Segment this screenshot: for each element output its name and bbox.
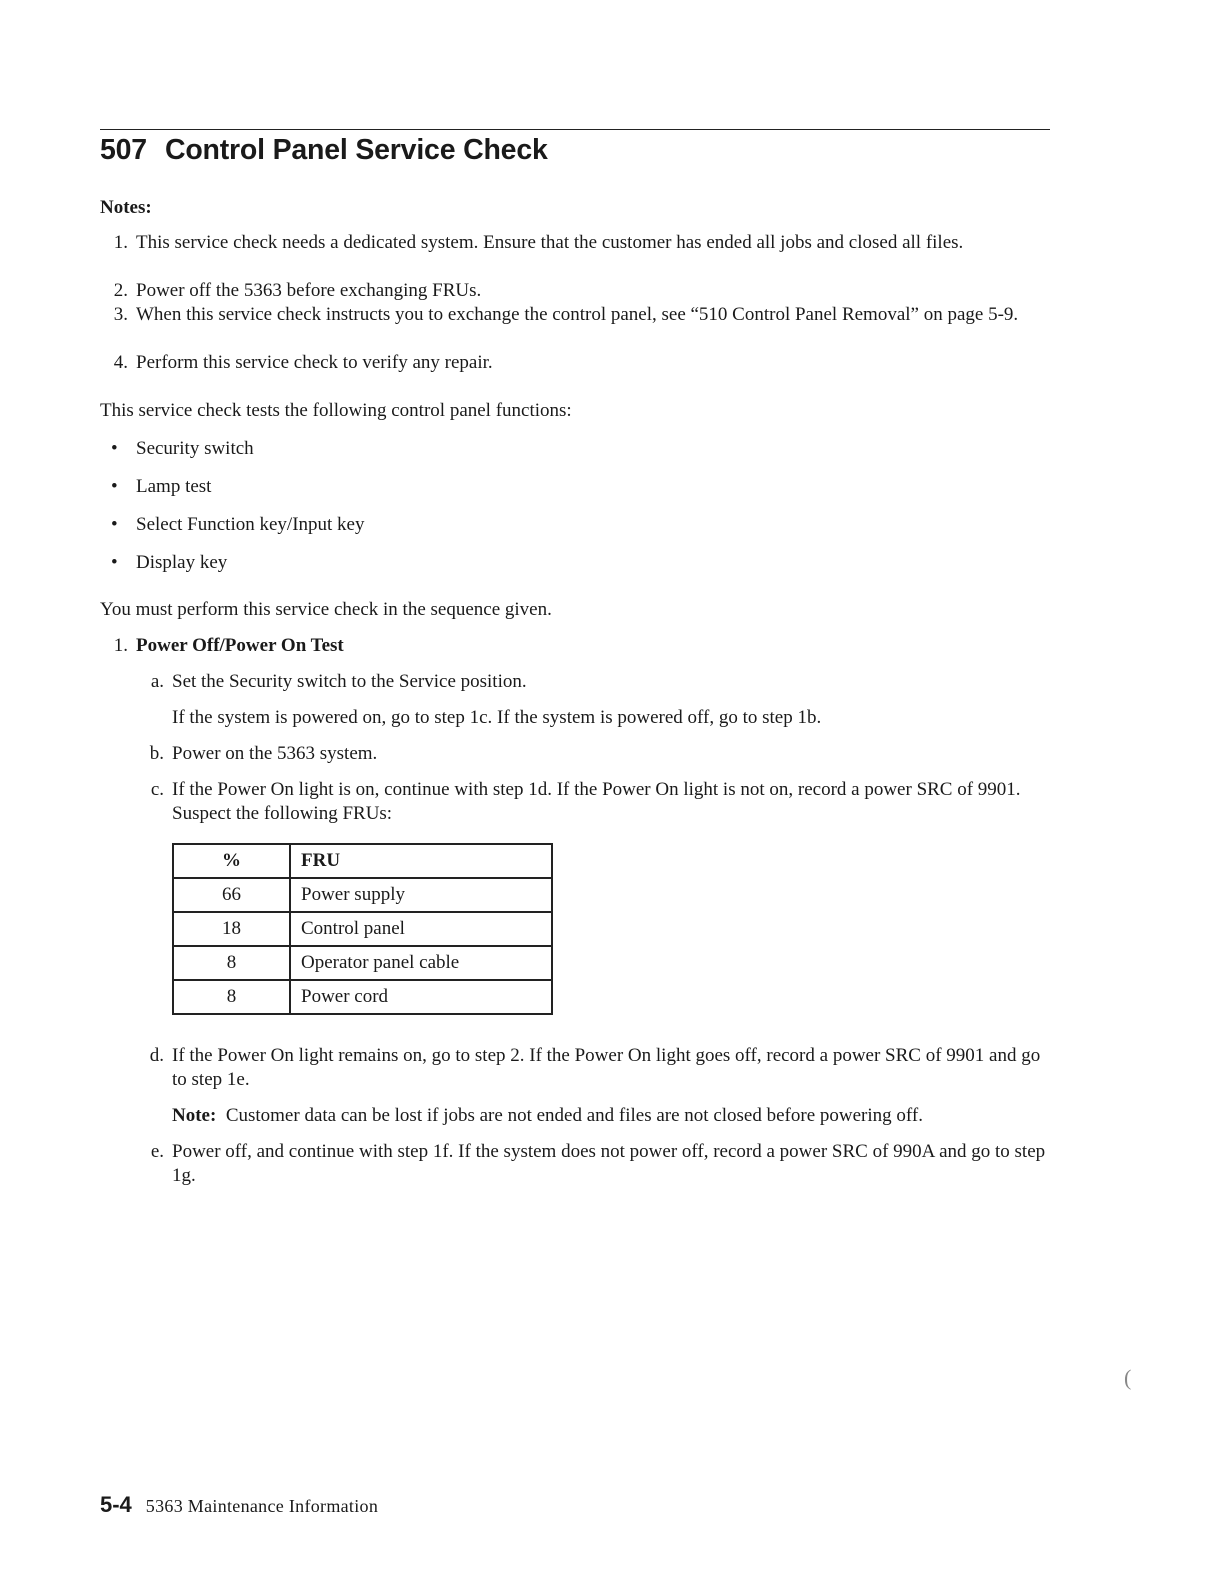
step-number: 1.: [113, 635, 128, 656]
fru-table: [172, 843, 553, 1015]
table-row: [173, 878, 552, 912]
step-title: Power Off/Power On Test: [136, 635, 344, 656]
note-text: This service check needs a dedicated system. Ensure that the customer has ended all jobs and closed all files.: [136, 232, 964, 253]
section-heading: [100, 131, 548, 169]
bullet-icon: •: [111, 514, 118, 535]
note-item-1: [100, 231, 1050, 255]
substep-marker: b.: [149, 743, 164, 764]
note-item-2: [100, 279, 1050, 303]
caution-note-label: Note:: [172, 1105, 217, 1126]
substep-marker: c.: [150, 779, 164, 800]
function-label: Select Function key/Input key: [136, 514, 365, 535]
substep-marker: a.: [150, 671, 164, 692]
caution-note: [140, 1104, 1050, 1128]
table-row: [173, 912, 552, 946]
function-label: Display key: [136, 552, 228, 573]
fru-percent: 8: [173, 946, 290, 980]
table-row: [173, 980, 552, 1014]
substep-text: If the Power On light is on, continue with step 1d. If the Power On light is not on, record a power SRC of 9901. Suspect the following FRUs:: [172, 779, 1021, 824]
function-item: [100, 551, 227, 575]
table-header-row: [173, 844, 552, 878]
step-1b: [140, 742, 1050, 766]
substep-text: If the Power On light remains on, go to step 2. If the Power On light goes off, record a power SRC of 9901 and go to step 1e.: [172, 1045, 1041, 1090]
table-header-fru: FRU: [290, 844, 552, 878]
note-item-4: [100, 351, 1050, 375]
caution-note-body: [172, 1104, 1050, 1128]
substep-marker: e.: [150, 1141, 164, 1162]
function-item: [100, 437, 254, 461]
note-number: 3.: [113, 304, 128, 325]
note-number: 2.: [113, 280, 128, 301]
function-label: Security switch: [136, 438, 254, 459]
step-1a-followup: [140, 706, 1050, 730]
step-1e: [140, 1140, 1050, 1188]
fru-percent: 66: [173, 878, 290, 912]
margin-bracket-mark: (: [1124, 1365, 1132, 1390]
caution-note-text: Customer data can be lost if jobs are not ended and files are not closed before powering off.: [225, 1105, 923, 1126]
bullet-icon: •: [111, 552, 118, 573]
substep-text: Power off, and continue with step 1f. If the system does not power off, record a power SRC of 990A and go to step 1g.: [172, 1141, 1046, 1186]
note-text: When this service check instructs you to exchange the control panel, see “510 Control Panel Removal” on page 5-9.: [136, 304, 1019, 325]
page-footer: [100, 1493, 378, 1519]
substep-marker: d.: [149, 1045, 164, 1066]
bullet-icon: •: [111, 438, 118, 459]
table-header-percent: %: [173, 844, 290, 878]
heading-rule: [100, 129, 1050, 130]
fru-percent: 8: [173, 980, 290, 1014]
page-number: 5-4: [100, 1492, 132, 1517]
note-text: Perform this service check to verify any repair.: [136, 352, 493, 373]
substep-text: Set the Security switch to the Service position.: [172, 671, 527, 692]
function-item: [100, 513, 364, 537]
fru-name: Operator panel cable: [290, 946, 552, 980]
function-label: Lamp test: [136, 476, 212, 497]
substep-followup-text: If the system is powered on, go to step 1c. If the system is powered off, go to step 1b.: [172, 707, 822, 728]
step-1d: [140, 1044, 1050, 1092]
section-number: 507: [100, 134, 147, 166]
function-item: [100, 475, 211, 499]
substep-text: Power on the 5363 system.: [172, 743, 378, 764]
step-1c: [140, 778, 1050, 826]
intro-text: This service check tests the following control panel functions:: [100, 400, 572, 421]
bullet-icon: •: [111, 476, 118, 497]
note-number: 4.: [113, 352, 128, 373]
publication-title: 5363 Maintenance Information: [145, 1496, 379, 1516]
section-title: Control Panel Service Check: [164, 134, 548, 166]
step-1-heading: [100, 634, 1050, 658]
fru-name: Control panel: [290, 912, 552, 946]
fru-name: Power supply: [290, 878, 552, 912]
note-item-3: [100, 303, 1050, 327]
note-number: 1.: [113, 232, 128, 253]
note-text: Power off the 5363 before exchanging FRUs.: [136, 280, 482, 301]
notes-label: Notes:: [100, 197, 152, 218]
fru-name: Power cord: [290, 980, 552, 1014]
sequence-note: You must perform this service check in the sequence given.: [100, 599, 552, 620]
fru-percent: 18: [173, 912, 290, 946]
table-row: [173, 946, 552, 980]
step-1a: [140, 670, 1050, 694]
